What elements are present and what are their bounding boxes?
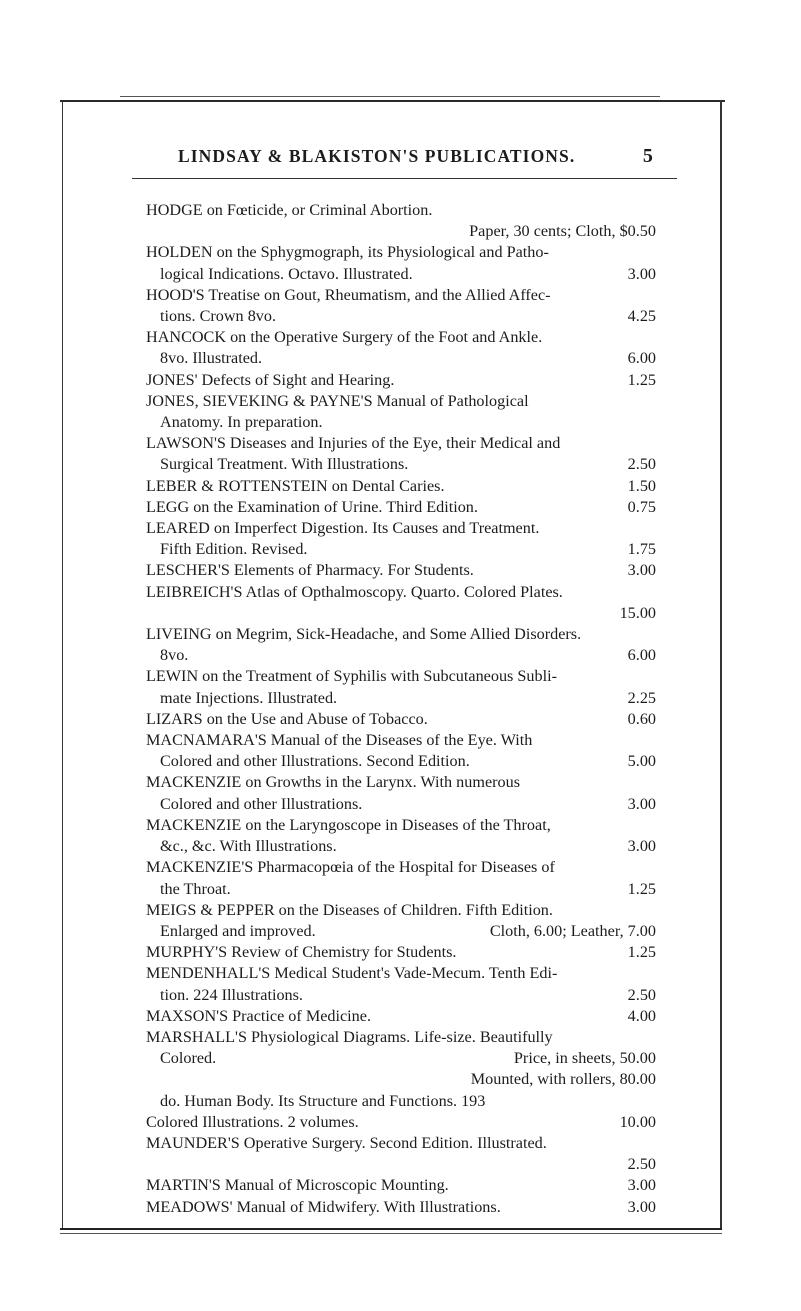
entry-title: MACKENZIE'S Pharmacopœia of the Hospital for Diseases of [146,858,555,877]
entry-line [146,794,656,815]
entry-price: 2.50 [627,1155,656,1174]
entry-price: 1.25 [627,943,656,962]
entry-line [146,900,656,921]
publication-entry [146,942,656,963]
entry-price: 4.00 [627,1006,656,1025]
entry-line [146,348,656,369]
entry-line [146,666,656,687]
entry-line [146,1027,656,1048]
entry-line [146,476,656,497]
entry-line [146,857,656,878]
entry-title: MACKENZIE on the Laryngoscope in Diseases of the Throat, [146,815,551,834]
entry-line [146,751,656,772]
entry-line [146,709,656,730]
entry-line [146,624,656,645]
entry-title: MARTIN'S Manual of Microscopic Mounting. [146,1176,449,1195]
entry-line [146,221,656,242]
publication-list [146,200,656,1218]
entry-line [146,433,656,454]
entry-title: HOOD'S Treatise on Gout, Rheumatism, and the Allied Affec- [146,285,551,304]
entry-description: Colored. [160,1049,217,1068]
entry-description: Fifth Edition. Revised. [160,540,308,559]
entry-line [146,497,656,518]
entry-title: MARSHALL'S Physiological Diagrams. Life-size. Beautifully [146,1027,553,1046]
entry-line [146,1091,656,1112]
entry-description: Colored Illustrations. 2 volumes. [146,1112,359,1131]
frame-right-rule [720,100,722,1230]
entry-title: LESCHER'S Elements of Pharmacy. For Students. [146,561,474,580]
entry-title: LIVEING on Megrim, Sick-Headache, and Some Allied Disorders. [146,625,582,644]
publication-entry [146,857,656,899]
entry-price: Price, in sheets, 50.00 [513,1049,656,1068]
entry-line [146,1048,656,1069]
entry-line [146,1006,656,1027]
publication-entry [146,1027,656,1091]
entry-line [146,730,656,751]
entry-title: do. Human Body. Its Structure and Functions. 193 [160,1091,486,1110]
header-rule [132,178,677,179]
entry-price: 10.00 [619,1112,656,1131]
publication-entry [146,497,656,518]
entry-price: 1.75 [627,540,656,559]
entry-price: 0.60 [627,709,656,728]
entry-price: 3.00 [627,1176,656,1195]
entry-title: MEADOWS' Manual of Midwifery. With Illustrations. [146,1197,501,1216]
entry-price: 3.00 [627,561,656,580]
entry-line [146,879,656,900]
entry-description: the Throat. [160,879,231,898]
entry-title: LAWSON'S Diseases and Injuries of the Eye, their Medical and [146,434,561,453]
entry-line [146,454,656,475]
entry-line [146,560,656,581]
publication-entry [146,900,656,942]
entry-line [146,942,656,963]
publication-entry [146,772,656,814]
entry-price: Paper, 30 cents; Cloth, $0.50 [469,222,656,241]
frame-left-rule [62,100,63,1230]
publication-entry [146,582,656,624]
entry-title: LEIBREICH'S Atlas of Opthalmoscopy. Quarto. Colored Plates. [146,582,563,601]
entry-title: HOLDEN on the Sphygmograph, its Physiological and Patho- [146,243,549,262]
entry-price: 6.00 [627,349,656,368]
entry-line [146,327,656,348]
entry-title: JONES' Defects of Sight and Hearing. [146,370,395,389]
entry-title: HODGE on Fœticide, or Criminal Abortion. [146,201,433,219]
entry-line [146,645,656,666]
entry-price: 2.50 [627,455,656,474]
frame-bottom-rule [60,1228,722,1230]
entry-line [146,688,656,709]
entry-line [146,242,656,263]
publication-entry [146,1175,656,1196]
entry-title: MENDENHALL'S Medical Student's Vade-Mecum. Tenth Edi- [146,964,558,983]
entry-line [146,985,656,1006]
running-header [178,146,658,167]
entry-line [146,370,656,391]
entry-line [146,815,656,836]
entry-price: 1.25 [627,370,656,389]
publication-entry [146,1197,656,1218]
entry-line [146,200,656,221]
entry-description: mate Injections. Illustrated. [160,688,338,707]
entry-line [146,264,656,285]
publication-entry [146,433,656,475]
entry-title: LEBER & ROTTENSTEIN on Dental Caries. [146,476,445,495]
entry-description: 8vo. Illustrated. [160,349,263,368]
entry-line [146,1133,656,1154]
entry-title: JONES, SIEVEKING & PAYNE'S Manual of Pathological [146,391,529,410]
entry-line [146,539,656,560]
entry-line [146,603,656,624]
entry-line [146,1175,656,1196]
entry-price: 1.25 [627,879,656,898]
entry-line [146,772,656,793]
publication-entry [146,624,656,666]
entry-price: Cloth, 6.00; Leather, 7.00 [489,921,656,940]
publication-entry [146,730,656,772]
entry-title: MURPHY'S Review of Chemistry for Students. [146,943,457,962]
entry-title: LEWIN on the Treatment of Syphilis with Subcutaneous Subli- [146,667,557,686]
publication-entry [146,560,656,581]
entry-line [146,921,656,942]
frame-bottom-thin-rule [60,1233,722,1234]
entry-line [146,963,656,984]
publication-entry [146,815,656,857]
entry-price: 3.00 [627,1197,656,1216]
entry-line [146,306,656,327]
page-title: LINDSAY & BLAKISTON'S PUBLICATIONS. [178,146,576,166]
entry-description: Colored and other Illustrations. Second Edition. [160,752,470,771]
entry-price: 4.25 [627,307,656,326]
entry-price: 0.75 [627,497,656,516]
entry-title: MACKENZIE on Growths in the Larynx. With numerous [146,773,521,792]
entry-description: &c., &c. With Illustrations. [160,837,337,856]
entry-price: 1.50 [627,476,656,495]
publication-entry [146,518,656,560]
publication-entry [146,242,656,284]
entry-price: 5.00 [627,752,656,771]
entry-title: LIZARS on the Use and Abuse of Tobacco. [146,709,428,728]
publication-entry [146,709,656,730]
publication-entry [146,1091,656,1133]
entry-description: logical Indications. Octavo. Illustrated. [160,264,413,283]
publication-entry [146,963,656,1005]
publication-entry [146,666,656,708]
entry-line [146,1112,656,1133]
publication-entry [146,200,656,242]
publication-entry [146,1006,656,1027]
frame-top-thin-rule [120,96,660,97]
entry-price: 3.00 [627,837,656,856]
entry-price: 3.00 [627,264,656,283]
entry-line [146,391,656,412]
entry-price: 15.00 [619,603,656,622]
frame-top-rule [60,100,725,102]
entry-line [146,1069,656,1090]
publication-entry [146,476,656,497]
entry-description: tion. 224 Illustrations. [160,985,303,1004]
entry-title: LEGG on the Examination of Urine. Third Edition. [146,497,478,516]
entry-description: Enlarged and improved. [160,921,316,940]
publication-entry [146,391,656,433]
entry-line [146,1154,656,1175]
entry-price: 2.50 [627,985,656,1004]
entry-description: Surgical Treatment. With Illustrations. [160,455,409,474]
entry-title: MACNAMARA'S Manual of the Diseases of the Eye. With [146,731,533,750]
entry-title: LEARED on Imperfect Digestion. Its Causes and Treatment. [146,519,540,538]
publication-entry [146,327,656,369]
entry-description: Colored and other Illustrations. [160,794,363,813]
entry-line [146,518,656,539]
entry-price: 2.25 [627,688,656,707]
publication-entry [146,370,656,391]
entry-price: 3.00 [627,794,656,813]
entry-description: Anatomy. In preparation. [160,413,323,432]
entry-title: MAXSON'S Practice of Medicine. [146,1006,372,1025]
entry-line [146,1197,656,1218]
entry-price: 6.00 [627,646,656,665]
entry-price: Mounted, with rollers, 80.00 [470,1070,656,1089]
entry-line [146,582,656,603]
entry-description: tions. Crown 8vo. [160,307,277,326]
entry-line [146,412,656,433]
entry-description: 8vo. [160,646,189,665]
entry-title: MEIGS & PEPPER on the Diseases of Children. Fifth Edition. [146,900,553,919]
entry-line [146,285,656,306]
entry-line [146,836,656,857]
publication-entry [146,1133,656,1175]
page-number: 5 [642,145,654,167]
entry-title: HANCOCK on the Operative Surgery of the Foot and Ankle. [146,328,543,347]
publication-entry [146,285,656,327]
entry-title: MAUNDER'S Operative Surgery. Second Edition. Illustrated. [146,1133,547,1152]
